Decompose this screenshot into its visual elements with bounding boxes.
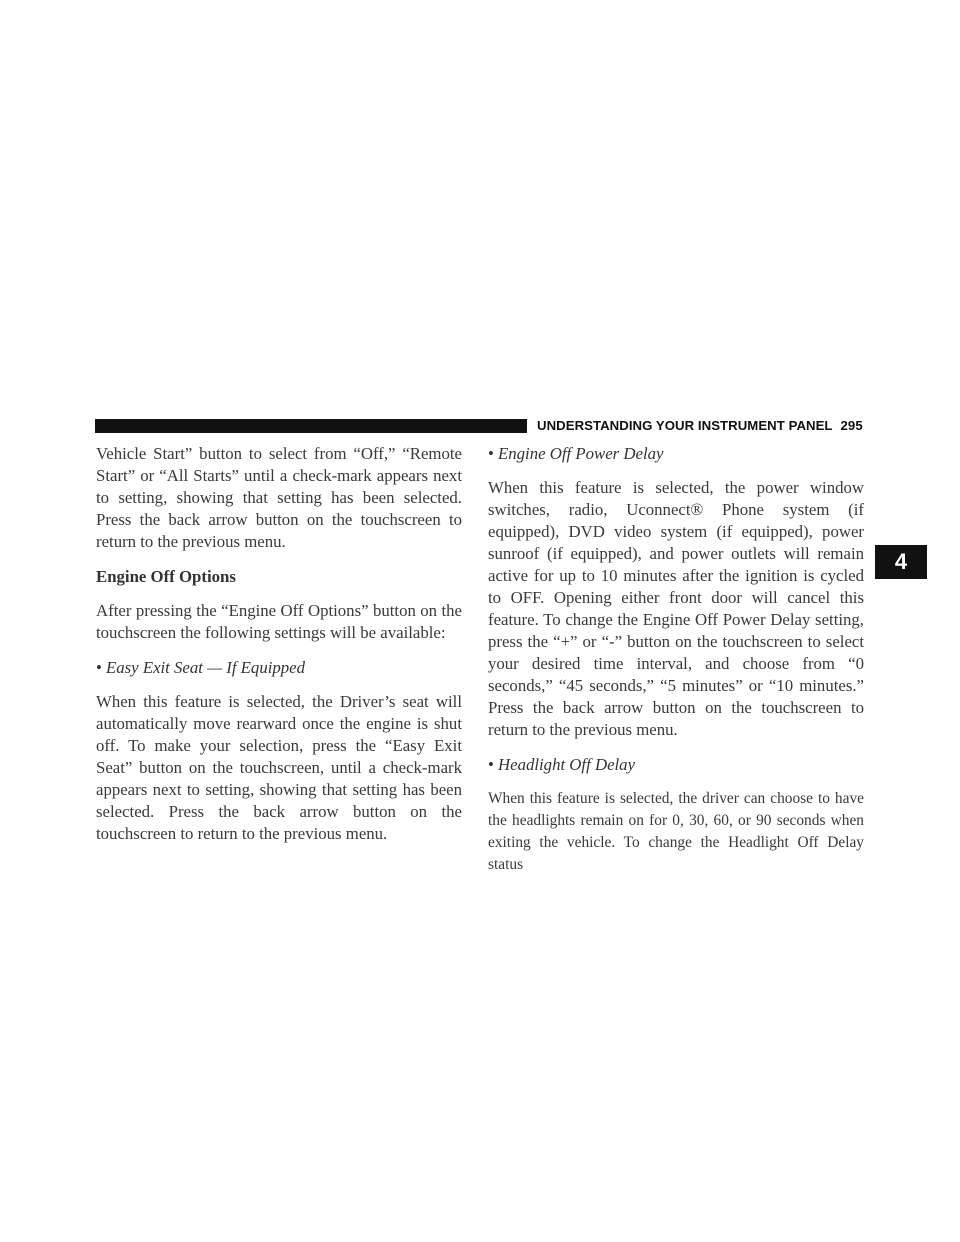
bullet-dot: • <box>488 444 494 463</box>
running-header <box>537 418 863 433</box>
headlight-off-delay-paragraph: When this feature is selected, the driver can choose to have the headlights remain on for 0, 30, 60, or 90 seconds when exiting the vehicle. To change the Headlight Off Delay status <box>488 790 864 873</box>
page-number: 295 <box>840 418 863 433</box>
header-title: UNDERSTANDING YOUR INSTRUMENT PANEL <box>537 418 833 433</box>
bullet-dot: • <box>96 658 102 677</box>
section-paragraph: After pressing the “Engine Off Options” button on the touchscreen the following settings will be available: <box>96 601 462 642</box>
bullet-engine-off-power-delay <box>488 443 864 465</box>
intro-paragraph: Vehicle Start” button to select from “Off,” “Remote Start” or “All Starts” until a check-mark appears next to setting, showing that setting has been selected. Press the back arrow button on the touchscreen to return to the previous menu. <box>96 444 462 551</box>
left-column <box>96 443 462 858</box>
section-heading: Engine Off Options <box>96 567 236 586</box>
bullet-easy-exit-seat <box>96 657 462 679</box>
easy-exit-seat-paragraph: When this feature is selected, the Driver’s seat will automatically move rearward once the engine is shut off. To make your selection, press the “Easy Exit Seat” button on the touchscreen, until a check-mark appears next to setting, showing that setting has been selected. Press the back arrow button on the touchscreen to return to the previous menu. <box>96 692 462 843</box>
bullet-headlight-off-delay <box>488 754 864 776</box>
engine-off-power-delay-paragraph: When this feature is selected, the power window switches, radio, Uconnect® Phone system (if equipped), DVD video system (if equipped), power sunroof (if equipped), and power outlets will remain active for up to 10 minutes after the ignition is cycled to OFF. Opening either front door will cancel this feature. To change the Engine Off Power Delay setting, press the “+” or “-” button on the touchscreen to select your desired time interval, and choose from “0 seconds,” “45 seconds,” “5 minutes” or “10 minutes.” Press the back arrow button on the touchscreen to return to the previous menu. <box>488 478 864 739</box>
chapter-tab: 4 <box>875 545 927 579</box>
bullet-label: Headlight Off Delay <box>498 755 636 774</box>
bullet-label: Easy Exit Seat — If Equipped <box>106 658 305 677</box>
right-column <box>488 443 864 889</box>
bullet-label: Engine Off Power Delay <box>498 444 664 463</box>
header-rule <box>95 419 527 433</box>
bullet-dot: • <box>488 755 494 774</box>
